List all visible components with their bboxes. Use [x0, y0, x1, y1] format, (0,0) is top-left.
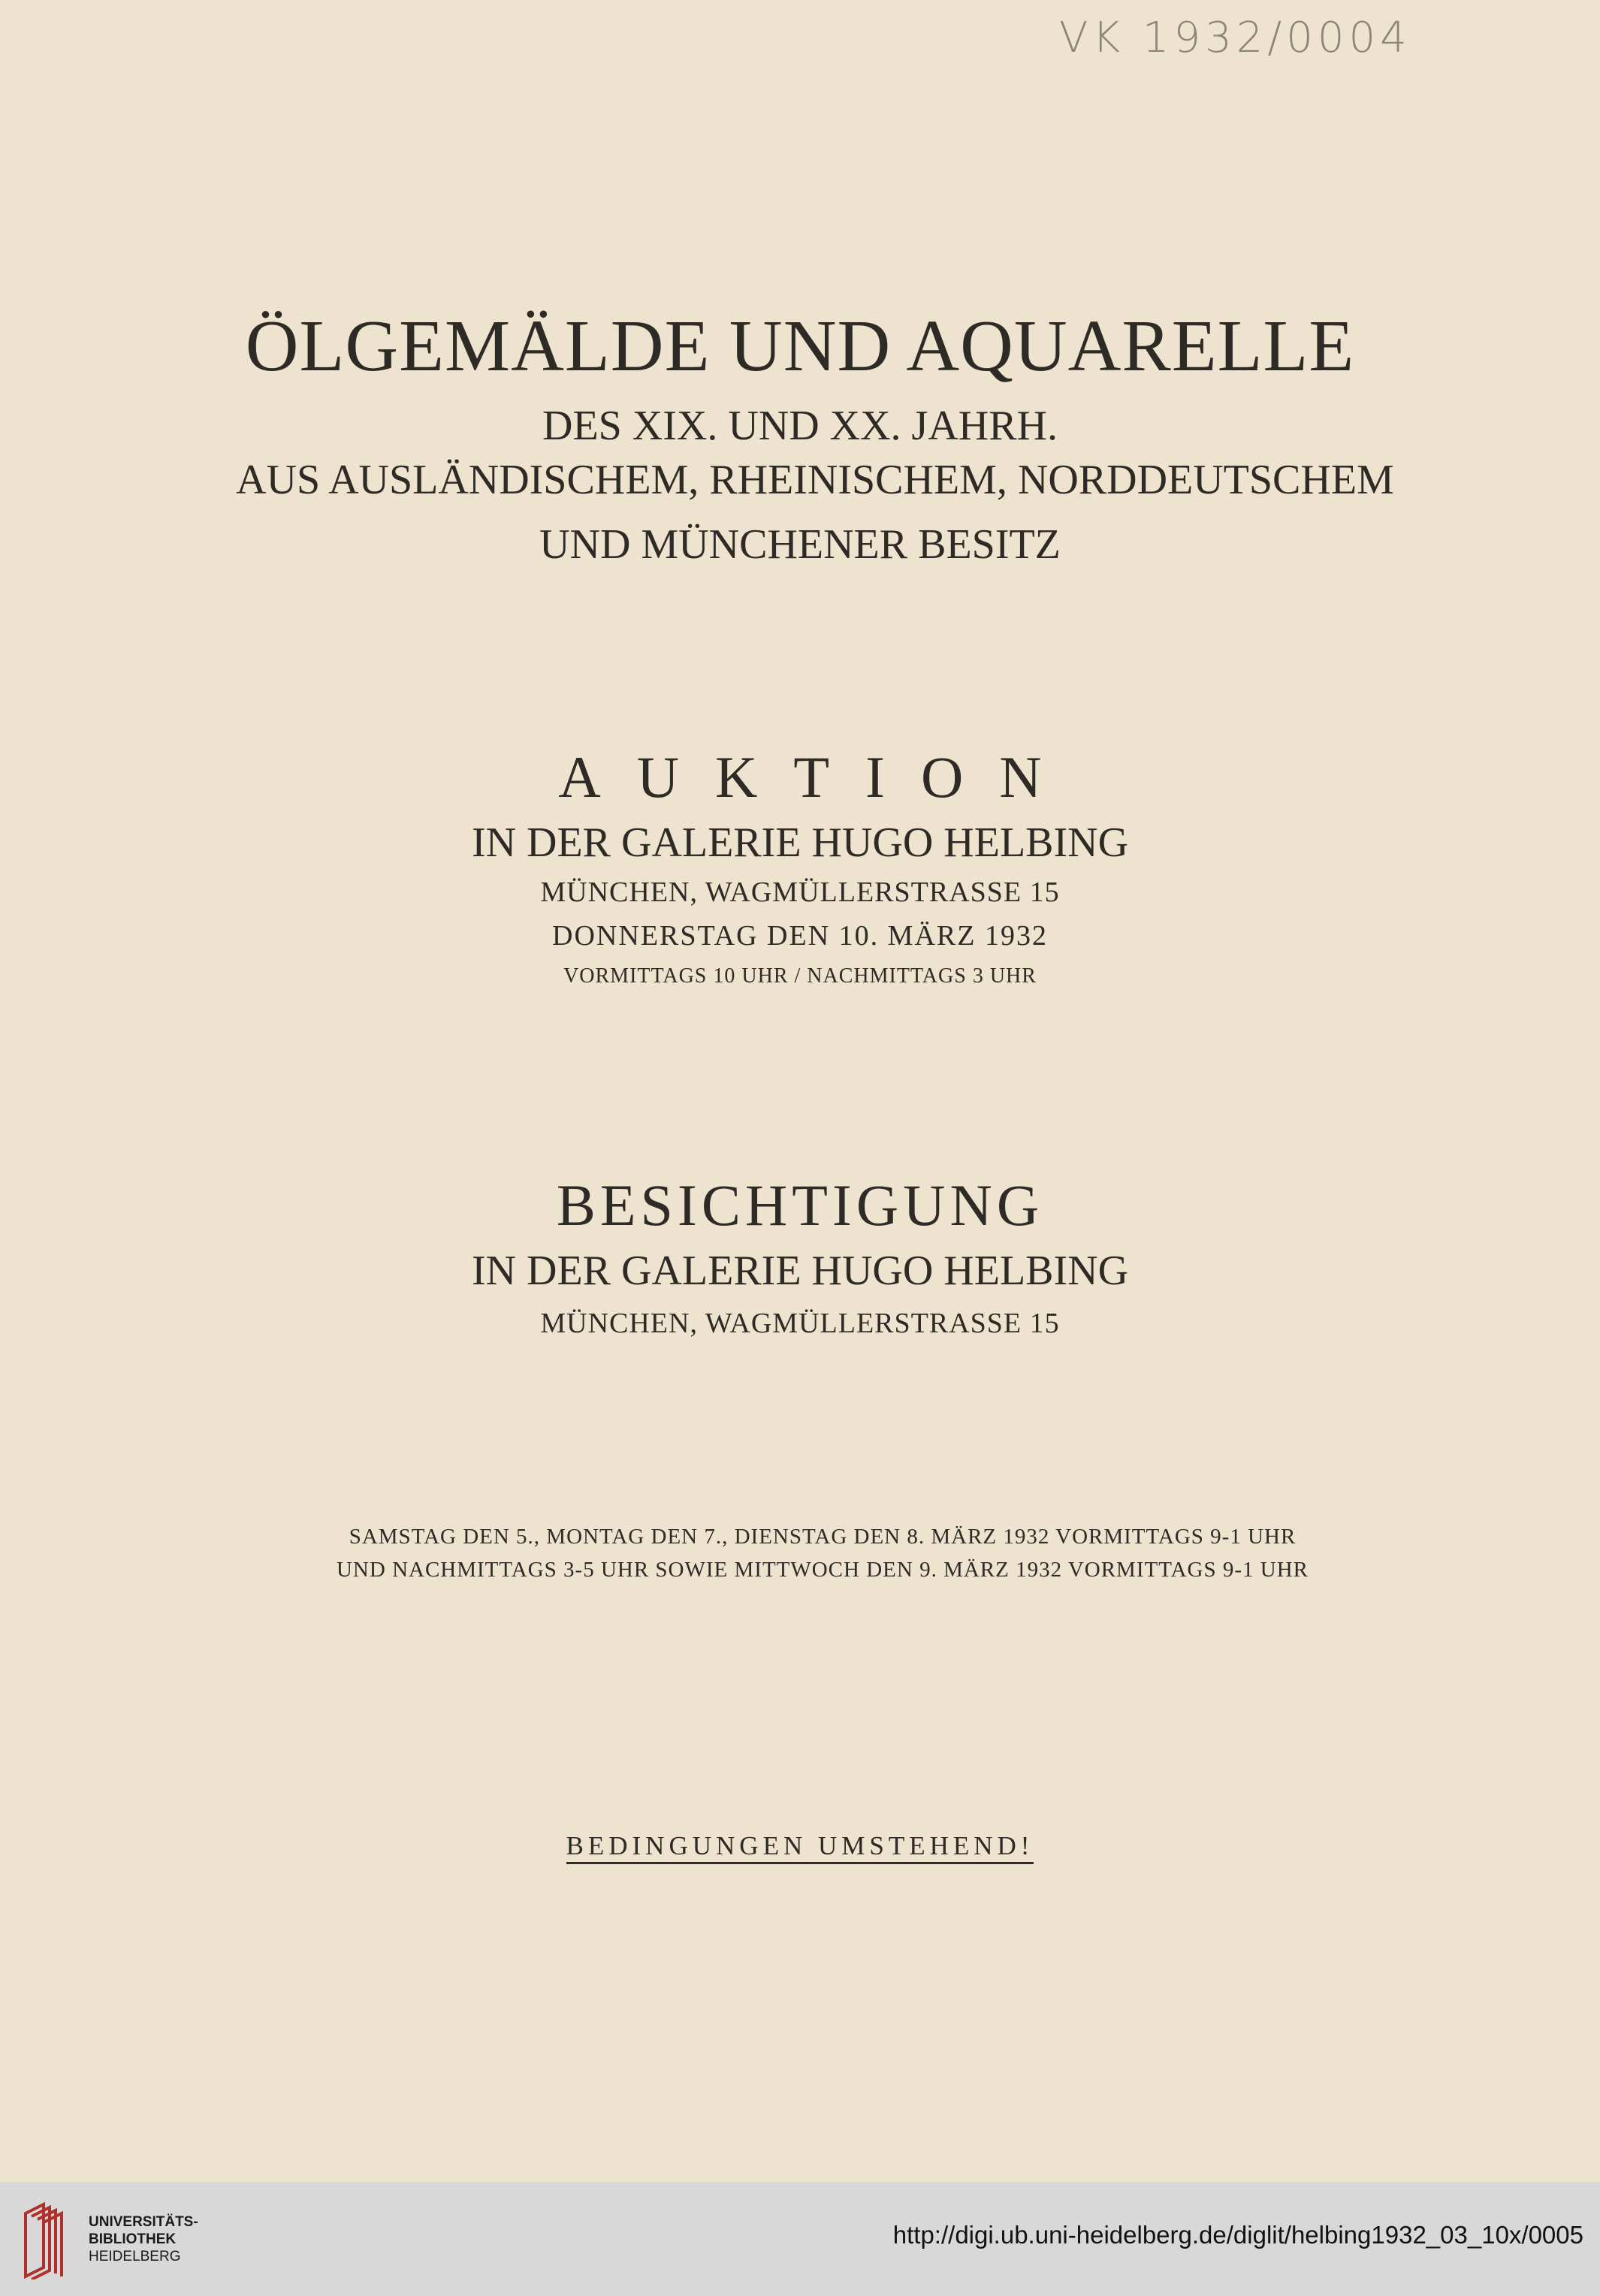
- library-name: [89, 2213, 198, 2265]
- viewing-gallery: IN DER GALERIE HUGO HELBING: [471, 1248, 1129, 1294]
- conditions-note: [0, 1831, 1600, 1861]
- viewing-schedule-line1: SAMSTAG DEN 5., MONTAG DEN 7., DIENSTAG DEN 8. MÄRZ 1932 VORMITTAGS 9-1 UHR: [349, 1525, 1297, 1549]
- viewing-heading: BESICHTIGUNG: [556, 1172, 1044, 1238]
- catalog-title: ÖLGEMÄLDE UND AQUARELLE: [245, 306, 1355, 387]
- library-name-line2: BIBLIOTHEK: [89, 2231, 177, 2247]
- library-name-line3: HEIDELBERG: [89, 2249, 181, 2264]
- catalog-subtitle-provenance: AUS AUSLÄNDISCHEM, RHEINISCHEM, NORDDEUTSCHEM: [236, 457, 1394, 503]
- auction-date: DONNERSTAG DEN 10. MÄRZ 1932: [552, 920, 1048, 952]
- auction-times: VORMITTAGS 10 UHR / NACHMITTAGS 3 UHR: [563, 964, 1037, 988]
- conditions-note-text: BEDINGUNGEN UMSTEHEND!: [566, 1831, 1034, 1864]
- pencil-shelfmark-note: VK 1932/0004: [1059, 14, 1411, 62]
- catalog-subtitle-provenance-cont: UND MÜNCHENER BESITZ: [539, 521, 1061, 568]
- viewing-address: MÜNCHEN, WAGMÜLLERSTRASSE 15: [540, 1308, 1060, 1339]
- auction-heading: AUKTION: [558, 744, 1078, 810]
- viewing-schedule-line2: UND NACHMITTAGS 3-5 UHR SOWIE MITTWOCH DEN 9. MÄRZ 1932 VORMITTAGS 9-1 UHR: [336, 1558, 1309, 1582]
- auction-address: MÜNCHEN, WAGMÜLLERSTRASSE 15: [540, 876, 1060, 908]
- auction-gallery: IN DER GALERIE HUGO HELBING: [471, 819, 1129, 866]
- library-footer: [0, 2182, 1600, 2296]
- permalink-url[interactable]: http://digi.ub.uni-heidelberg.de/diglit/helbing1932_03_10x/0005: [892, 2221, 1583, 2249]
- catalog-subtitle-century: DES XIX. UND XX. JAHRH.: [542, 403, 1058, 449]
- library-logo-icon: [18, 2198, 71, 2279]
- library-name-line1: UNIVERSITÄTS-: [89, 2214, 198, 2230]
